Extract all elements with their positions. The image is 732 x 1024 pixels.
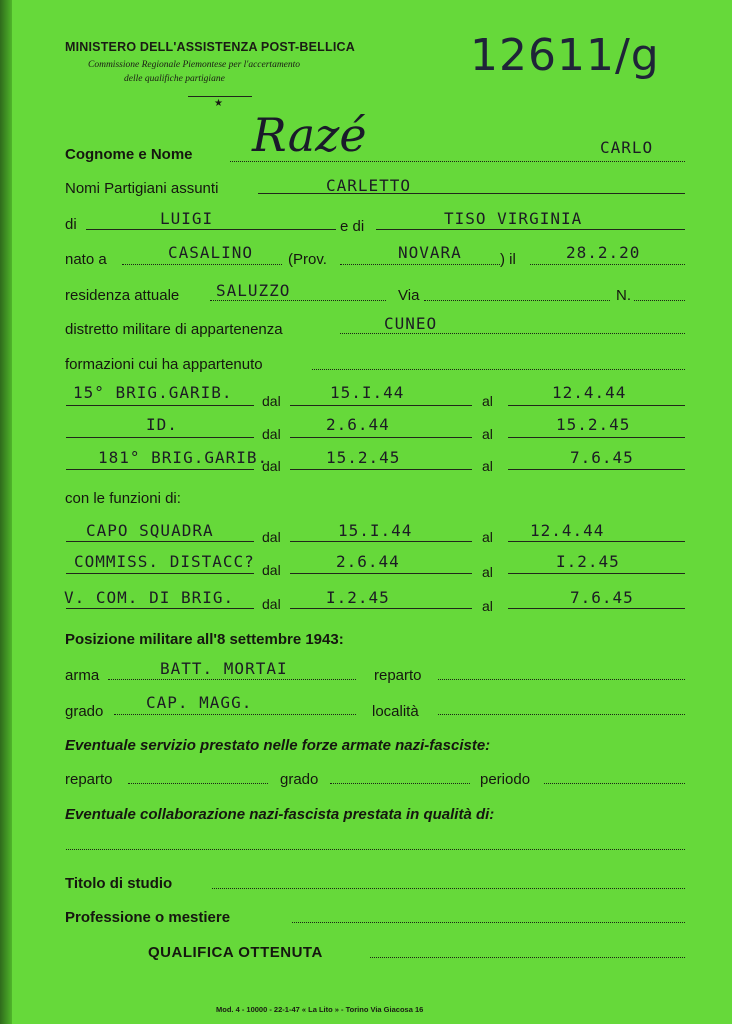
function-line xyxy=(290,608,472,609)
function-from: I.2.45 xyxy=(326,588,390,607)
formation-from-label: dal xyxy=(262,393,281,409)
function-line xyxy=(290,541,472,542)
arma-label: arma xyxy=(65,667,100,684)
mother-label: e di xyxy=(340,218,365,235)
qualification-line xyxy=(370,957,685,958)
father-label: di xyxy=(65,216,77,233)
residence-line xyxy=(210,300,386,301)
arma-value: BATT. MORTAI xyxy=(160,659,288,678)
function-line xyxy=(508,573,685,574)
formation-line xyxy=(508,437,685,438)
birthplace-line xyxy=(122,264,282,265)
formation-line xyxy=(66,469,254,470)
ministry-heading: MINISTERO DELL'ASSISTENZA POST-BELLICA xyxy=(65,40,355,54)
formation-from-label: dal xyxy=(262,458,281,474)
formation-line xyxy=(66,437,254,438)
nazi-reparto-line xyxy=(128,783,268,784)
father-name: LUIGI xyxy=(160,209,214,228)
function-to-label: al xyxy=(482,564,493,580)
nazi-grado-line xyxy=(330,783,470,784)
aliases-label: Nomi Partigiani assunti xyxy=(65,180,219,197)
formation-line xyxy=(508,469,685,470)
number-line xyxy=(634,300,685,301)
grado-label: grado xyxy=(65,703,104,720)
formation-to: 7.6.45 xyxy=(570,448,634,467)
name-line xyxy=(230,161,685,162)
formation-from: 2.6.44 xyxy=(326,415,390,434)
formation-name: 181° BRIG.GARIB. xyxy=(98,448,269,467)
district-line xyxy=(340,333,685,334)
number-label: N. xyxy=(616,287,631,304)
birthdate: 28.2.20 xyxy=(566,243,641,262)
nazi-periodo-line xyxy=(544,783,685,784)
nazi-reparto-label: reparto xyxy=(65,771,113,788)
function-from-label: dal xyxy=(262,596,281,612)
formation-from: 15.I.44 xyxy=(330,383,405,402)
function-from-label: dal xyxy=(262,562,281,578)
function-line xyxy=(66,608,254,609)
partisan-alias: CARLETTO xyxy=(326,176,412,195)
grado-value: CAP. MAGG. xyxy=(146,693,253,712)
mother-name: TISO VIRGINIA xyxy=(444,209,583,228)
collaboration-line xyxy=(66,849,685,850)
function-line xyxy=(290,573,472,574)
formations-line xyxy=(312,369,685,370)
nazi-periodo-label: periodo xyxy=(480,771,531,788)
grado-line xyxy=(114,714,356,715)
name-label: Cognome e Nome xyxy=(65,146,193,163)
district-label: distretto militare di appartenenza xyxy=(65,321,283,338)
formations-label: formazioni cui ha appartenuto xyxy=(65,356,263,373)
birthdate-label: ) il xyxy=(500,251,516,268)
surname-handwritten: Razé xyxy=(252,108,367,162)
file-number: 12611/g xyxy=(470,30,660,81)
formation-to: 12.4.44 xyxy=(552,383,627,402)
function-name: V. COM. DI BRIG. xyxy=(64,588,235,607)
function-to: 7.6.45 xyxy=(570,588,634,607)
father-line xyxy=(86,229,336,230)
function-line xyxy=(508,608,685,609)
function-from: 15.I.44 xyxy=(338,521,413,540)
function-line xyxy=(508,541,685,542)
military-position-label: Posizione militare all'8 settembre 1943: xyxy=(65,631,344,648)
profession-label: Professione o mestiere xyxy=(65,909,231,926)
formation-line xyxy=(508,405,685,406)
function-to-label: al xyxy=(482,598,493,614)
qualification-label: QUALIFICA OTTENUTA xyxy=(148,944,323,961)
functions-label: con le funzioni di: xyxy=(65,490,181,507)
function-line xyxy=(66,541,254,542)
formation-line xyxy=(290,469,472,470)
district: CUNEO xyxy=(384,314,438,333)
header-divider xyxy=(188,96,252,97)
prov-label: (Prov. xyxy=(288,251,327,268)
localita-label: località xyxy=(372,703,419,720)
birthplace: CASALINO xyxy=(168,243,254,262)
formation-line xyxy=(290,437,472,438)
function-from: 2.6.44 xyxy=(336,552,400,571)
mother-line xyxy=(376,229,685,230)
nazi-grado-label: grado xyxy=(280,771,319,788)
collaboration-label: Eventuale collaborazione nazi-fascista prestata in qualità di: xyxy=(65,806,495,823)
arma-line xyxy=(108,679,356,680)
formation-name: ID. xyxy=(146,415,178,434)
profession-line xyxy=(292,922,685,923)
printer-footer: Mod. 4 - 10000 - 22-1-47 « La Lito » - Torino Via Giacosa 16 xyxy=(216,1005,424,1014)
residence-label: residenza attuale xyxy=(65,287,180,304)
star-icon: ★ xyxy=(214,98,223,109)
birthdate-line xyxy=(530,264,685,265)
formation-from: 15.2.45 xyxy=(326,448,401,467)
function-from-label: dal xyxy=(262,529,281,545)
education-label: Titolo di studio xyxy=(65,875,173,892)
formation-to-label: al xyxy=(482,393,493,409)
formation-line xyxy=(66,405,254,406)
function-to-label: al xyxy=(482,529,493,545)
born-label: nato a xyxy=(65,251,107,268)
formation-name: 15° BRIG.GARIB. xyxy=(73,383,233,402)
education-line xyxy=(212,888,685,889)
via-line xyxy=(424,300,610,301)
residence: SALUZZO xyxy=(216,281,291,300)
formation-line xyxy=(290,405,472,406)
via-label: Via xyxy=(398,287,420,304)
nazi-service-label: Eventuale servizio prestato nelle forze armate nazi-fasciste: xyxy=(65,737,491,754)
first-name: CARLO xyxy=(600,138,654,157)
function-name: CAPO SQUADRA xyxy=(86,521,214,540)
function-line xyxy=(66,573,254,574)
function-name: COMMISS. DISTACC? xyxy=(74,552,255,571)
commission-line-2: delle qualifiche partigiane xyxy=(124,74,225,84)
province: NOVARA xyxy=(398,243,462,262)
function-to: I.2.45 xyxy=(556,552,620,571)
commission-line-1: Commissione Regionale Piemontese per l'accertamento xyxy=(88,60,301,70)
function-to: 12.4.44 xyxy=(530,521,605,540)
formation-from-label: dal xyxy=(262,426,281,442)
reparto-label: reparto xyxy=(374,667,422,684)
formation-to-label: al xyxy=(482,426,493,442)
province-line xyxy=(340,264,500,265)
formation-to-label: al xyxy=(482,458,493,474)
localita-line xyxy=(438,714,685,715)
alias-line xyxy=(258,193,685,194)
formation-to: 15.2.45 xyxy=(556,415,631,434)
reparto-line xyxy=(438,679,685,680)
